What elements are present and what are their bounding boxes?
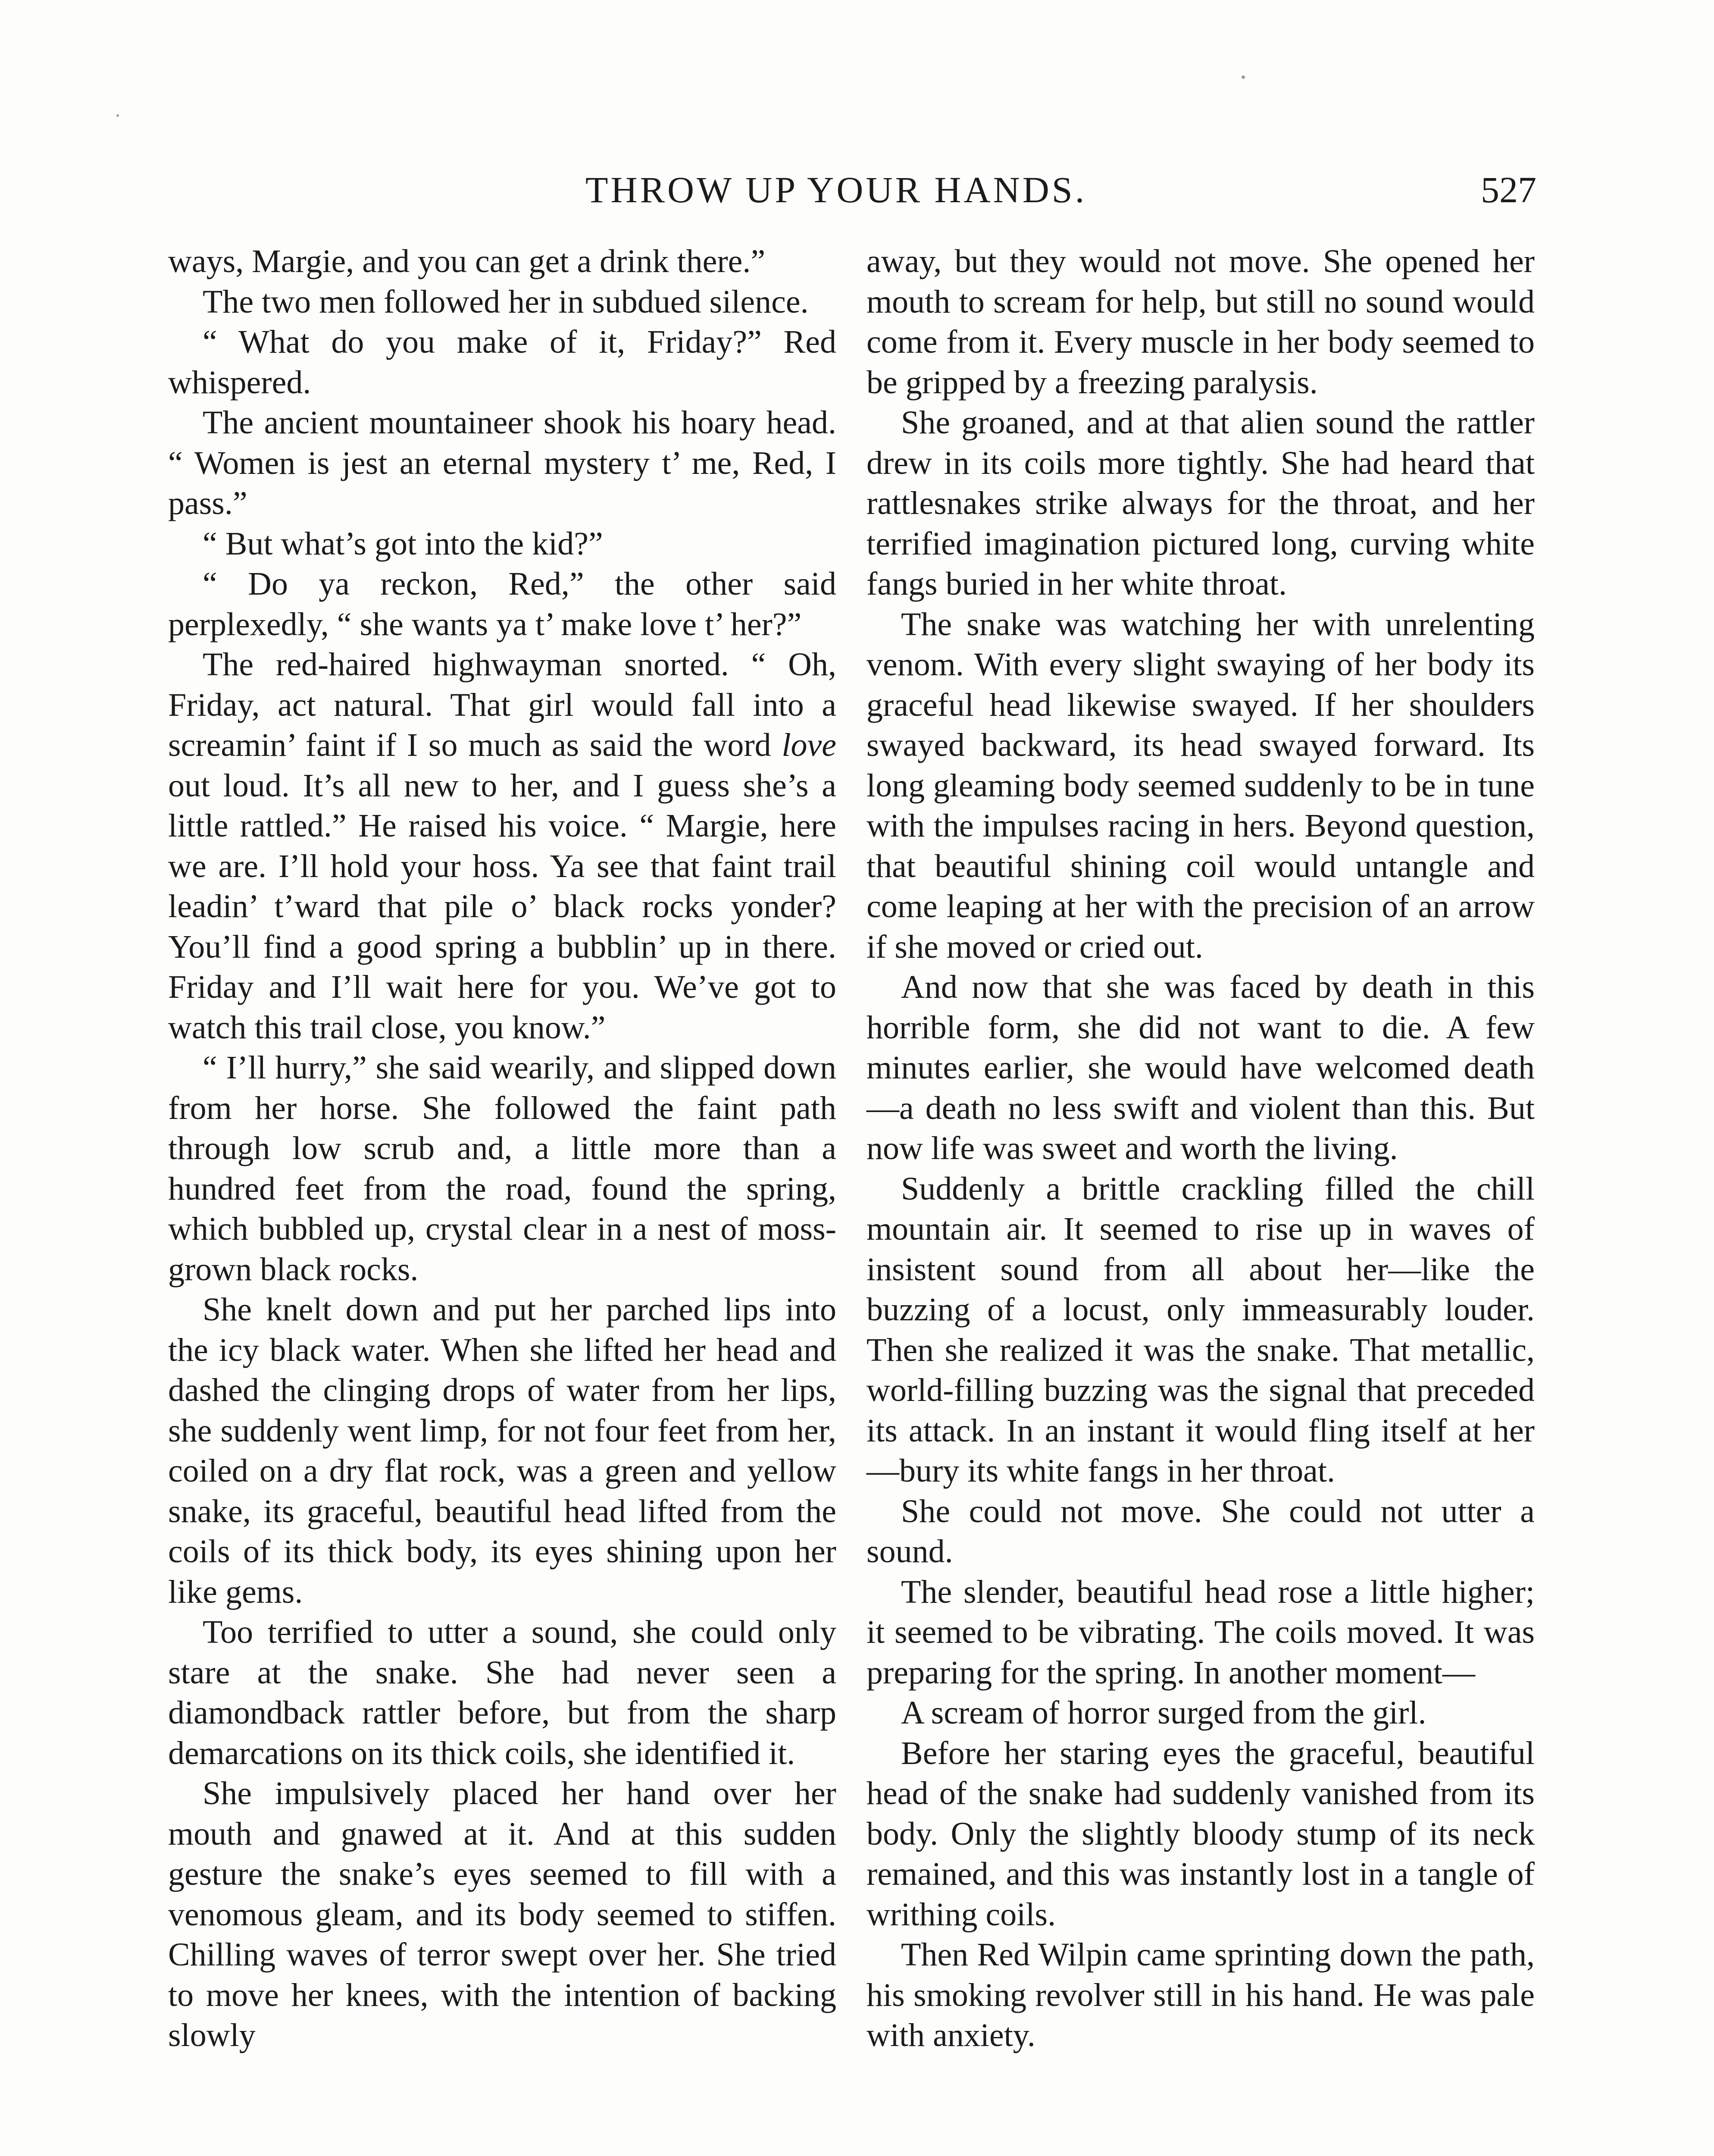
paragraph: Suddenly a brittle crackling filled the chill mountain air. It seemed to rise up in waves of insistent sound from all about her—like the buzzing of a locust, only immeasurably louder. Then she realized it was the snake. That metallic, world-filling buzzing was the signal that preceded its attack. In an instant it would fling itself at her—bury its white fangs in her throat. [866,1170,1535,1489]
paragraph: “ But what’s got into the kid?” [203,525,603,562]
paragraph: The ancient mountaineer shook his hoary head. “ Women is jest an eternal mystery t’ me, Red, I pass.” [168,404,836,521]
paragraph: Then Red Wilpin came sprinting down the path, his smoking revolver still in his hand. He was pale with anxiety. [866,1937,1535,2053]
paper-speck [1242,75,1245,79]
left-column [168,241,836,2056]
page-number: 527 [1481,169,1536,210]
paragraph: The snake was watching her with unrelenting venom. With every slight swaying of her body its graceful head likewise swayed. If her shoulders swayed backward, its head swayed forward. Its long gleaming body seemed suddenly to be in tune with the impulses racing in hers. Beyond question, that beautiful shining coil would untangle and come leaping at her with the precision of an arrow if she moved or cried out. [866,606,1535,965]
paragraph: She could not move. She could not utter a sound. [866,1493,1535,1570]
running-title: THROW UP YOUR HANDS. [585,169,1087,210]
page-header [167,164,1536,216]
paragraph: The two men followed her in subdued silence. [203,283,809,320]
paragraph: And now that she was faced by death in this horrible form, she did not want to die. A few minutes earlier, she would have welcomed death—a death no less swift and violent than this. But now life was sweet and worth the living. [866,969,1535,1166]
right-column [866,241,1535,2056]
paragraph: Before her staring eyes the graceful, beautiful head of the snake had suddenly vanished from its body. Only the slightly bloody stump of its neck remained, and this was instantly lost in a tangle of writhing coils. [866,1735,1535,1933]
paragraph: ways, Margie, and you can get a drink there.” [168,243,766,279]
paragraph: “ Do ya reckon, Red,” the other said perplexedly, “ she wants ya t’ make love t’ her?” [168,566,836,642]
paragraph: She impulsively placed her hand over her mouth and gnawed at it. And at this sudden gesture the snake’s eyes seemed to fill with a venomous gleam, and its body seemed to stiffen. Chilling waves of terror swept over her. She tried to move her knees, with the intention of backing slowly [168,1775,836,2053]
paragraph: A scream of horror surged from the girl. [901,1695,1426,1731]
paragraph: The red-haired highwayman snorted. “ Oh, Friday, act natural. That girl would fall into a screamin’ faint if I so much as said the word love out loud. It’s all new to her, and I guess she’s a little rattled.” He raised his voice. “ Margie, here we are. I’ll hold your hoss. Ya see that faint trail leadin’ t’ward that pile o’ black rocks yonder? You’ll find a good spring a bubblin’ up in there. Friday and I’ll wait here for you. We’ve got to watch this trail close, you know.” [168,646,836,1046]
paragraph: “ I’ll hurry,” she said wearily, and slipped down from her horse. She followed the faint path through low scrub and, a little more than a hundred feet from the road, found the spring, which bubbled up, crystal clear in a nest of moss-grown black rocks. [168,1050,836,1288]
paragraph: She groaned, and at that alien sound the rattler drew in its coils more tightly. She had heard that rattlesnakes strike always for the throat, and her terrified imagination pictured long, curving white fangs buried in her white throat. [866,404,1535,602]
paragraph: Too terrified to utter a sound, she could only stare at the snake. She had never seen a diamondback rattler before, but from the sharp demarcations on its thick coils, she identified it. [168,1614,836,1771]
paragraph: “ What do you make of it, Friday?” Red whispered. [168,324,836,401]
paragraph: She knelt down and put her parched lips into the icy black water. When she lifted her head and dashed the clinging drops of water from her lips, she suddenly went limp, for not four feet from her, coiled on a dry flat rock, was a green and yellow snake, its graceful, beautiful head lifted from the coils of its thick body, its eyes shining upon her like gems. [168,1291,836,1610]
paragraph: away, but they would not move. She opened her mouth to scream for help, but still no sound would come from it. Every muscle in her body seemed to be gripped by a freezing paralysis. [866,243,1535,401]
paragraph: The slender, beautiful head rose a little higher; it seemed to be vibrating. The coils moved. It was preparing for the spring. In another moment— [866,1573,1535,1691]
paper-speck [116,114,119,117]
